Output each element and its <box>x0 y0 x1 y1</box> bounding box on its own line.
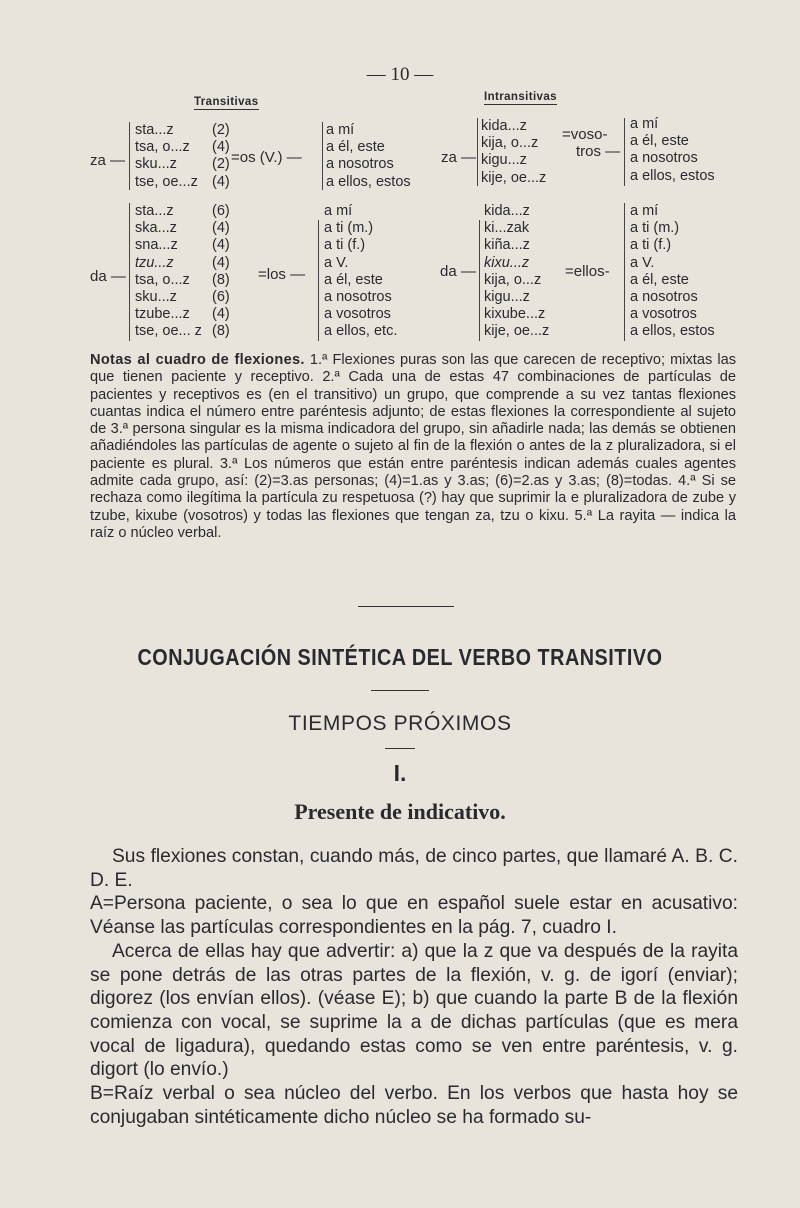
table-cell: (6) <box>212 289 230 306</box>
section-numeral: I. <box>393 760 407 786</box>
t-upper-counts <box>212 122 230 191</box>
table-cell: a vosotros <box>630 306 697 323</box>
i-lower-particles <box>484 203 549 341</box>
table-row: kida...z <box>484 203 530 219</box>
i-upper-agent-line1: =voso- <box>562 126 608 143</box>
table-cell: (4) <box>212 306 230 323</box>
table-row: kija, o...z <box>484 271 542 288</box>
table-cell: (2) <box>212 122 230 138</box>
table-cell: a nosotros <box>630 289 698 306</box>
table-cell: (2) <box>212 156 230 173</box>
table-cell: a mí <box>326 122 355 138</box>
table-cell: (8) <box>212 271 230 288</box>
intransitive-heading: Intransitivas <box>484 91 557 103</box>
divider <box>371 690 429 691</box>
paragraph: B=Raíz verbal o sea núcleo del verbo. En los verbos que hasta hoy se conjugaban sintéticamente dicho núcleo se ha formado su- <box>90 1083 738 1128</box>
table-row: tse, oe...z <box>135 173 198 190</box>
table-cell: a mí <box>630 203 659 219</box>
body-text <box>90 845 738 1129</box>
t-lower-prefix: da — <box>90 268 126 285</box>
table-row: kixube...z <box>484 306 546 323</box>
table-cell: (4) <box>212 220 230 237</box>
table-cell: (4) <box>212 139 230 156</box>
paragraph: Acerca de ellas hay que advertir: a) que la z que va después de la rayita se pone detrás de las otras partes de la flexión, v. g. de igorí (enviar); digorez (los envían ellos). (véase E); b) que cuando la parte B de la flexión comienza con vocal, se suprime la a de dichas partículas (que es mera vocal de ligadura), quedando estas como se ven entre paréntesis, v. g. digort (lo envío.) <box>90 940 738 1081</box>
table-cell: a él, este <box>630 133 689 150</box>
table-cell: a mí <box>324 203 353 219</box>
table-row: kije, oe...z <box>481 169 547 186</box>
divider <box>385 748 415 749</box>
table-cell: a ti (f.) <box>630 237 672 254</box>
t-upper-targets <box>326 122 411 191</box>
i-lower-target-brace <box>624 203 629 341</box>
table-cell: (4) <box>212 173 230 190</box>
i-upper-particles <box>481 118 546 187</box>
table-row: ska...z <box>135 220 177 237</box>
table-row: tzu...z <box>135 254 174 271</box>
page-number: — 10 — <box>366 64 434 85</box>
table-row: kigu...z <box>484 289 530 306</box>
transitive-heading: Transitivas <box>194 96 259 108</box>
table-cell: (4) <box>212 237 230 254</box>
table-row: kija, o...z <box>481 135 539 152</box>
table-row: tzube...z <box>135 306 190 323</box>
table-cell: (8) <box>212 323 230 340</box>
table-cell: a V. <box>630 254 655 271</box>
i-upper-prefix: za — <box>441 149 477 166</box>
table-row: sna...z <box>135 237 178 254</box>
table-row: kiña...z <box>484 237 530 254</box>
paragraph: A=Persona paciente, o sea lo que en español suele estar en acusativo: Véanse las partículas correspondientes en la pág. 7, cuadro I. <box>90 893 738 939</box>
table-cell: a ti (m.) <box>324 220 374 237</box>
table-row: tsa, o...z <box>135 271 190 288</box>
table-row: sku...z <box>135 289 177 306</box>
table-row: tse, oe... z <box>135 323 202 340</box>
table-cell: a ti (m.) <box>630 220 680 237</box>
table-cell: a V. <box>324 254 349 271</box>
table-cell: a mí <box>630 116 659 132</box>
table-notes <box>90 352 736 542</box>
i-upper-target-brace <box>624 118 629 186</box>
t-lower-target-brace <box>318 220 323 341</box>
subtitle: TIEMPOS PRÓXIMOS <box>288 712 512 735</box>
table-cell: a él, este <box>326 139 385 156</box>
table-row: sta...z <box>135 122 174 138</box>
table-cell: a ellos, etc. <box>324 323 398 340</box>
table-row: sta...z <box>135 203 174 219</box>
table-cell: (6) <box>212 203 230 219</box>
table-cell: a ellos, estos <box>630 323 715 340</box>
t-lower-particles <box>135 203 202 341</box>
table-row: sku...z <box>135 156 177 173</box>
table-row: tsa, o...z <box>135 139 190 156</box>
table-cell: a nosotros <box>324 289 392 306</box>
table-cell: a ellos, estos <box>630 167 715 184</box>
i-lower-targets <box>630 203 715 341</box>
table-row: ki...zak <box>484 220 530 237</box>
table-cell: a nosotros <box>326 156 394 173</box>
table-row: kida...z <box>481 118 527 134</box>
table-cell: (4) <box>212 254 230 271</box>
table-cell: a vosotros <box>324 306 391 323</box>
t-lower-counts <box>212 203 230 341</box>
t-upper-agent: =os (V.) — <box>231 149 302 166</box>
i-lower-prefix: da — <box>440 263 476 280</box>
paragraph: Sus flexiones constan, cuando más, de cinco partes, que llamaré A. B. C. D. E. <box>90 846 738 891</box>
t-upper-particles <box>135 122 198 191</box>
section-title: Presente de indicativo. <box>294 799 506 824</box>
chapter-title: CONJUGACIÓN SINTÉTICA DEL VERBO TRANSITIVO <box>137 644 663 670</box>
notes-text: 1.ª Flexiones puras son las que carecen de receptivo; mixtas las que tienen paciente y receptivo. 2.ª Cada una de estas 47 combinaciones de partículas de pacientes y receptivos es (en el transitivo) un grupo, que comprende a su vez tantas flexiones cuantas indica el número entre paréntesis adjunto; de estas flexiones la correspondiente al sujeto de 3.ª persona singular es la misma indicadora del grupo, sin añadirle nada; las demás se obtienen añadiéndoles las partículas de agente o sujeto al fin de la flexión o antes de la z pluralizadora, si el paciente es plural. 3.ª Los números que están entre paréntesis indican además cuales agentes admite cada grupo, así: (2)=3.as personas; (4)=1.as y 3.as; (6)=2.as y 3.as; (8)=todas. 4.ª Si se rechaza como ilegítima la partícula zu respetuosa (?) hay que suprimir la e pluralizadora de zube y tzube, kixube (vosotros) y todas las flexiones que tengan za, tzu o kixu. 5.ª La rayita — indica la raíz o núcleo verbal. <box>90 352 737 541</box>
table-cell: a ti (f.) <box>324 237 366 254</box>
t-lower-targets <box>324 203 397 341</box>
divider <box>358 606 454 607</box>
i-upper-agent-line2: tros — <box>576 143 621 160</box>
t-lower-agent: =los — <box>258 266 306 283</box>
table-row: kixu...z <box>484 254 530 271</box>
table-cell: a ellos, estos <box>326 173 411 190</box>
table-cell: a nosotros <box>630 150 698 167</box>
t-upper-prefix: za — <box>90 152 126 169</box>
table-row: kije, oe...z <box>484 323 550 340</box>
table-row: kigu...z <box>481 152 527 169</box>
i-lower-agent: =ellos- <box>565 263 610 280</box>
notes-lead: Notas al cuadro de flexiones. <box>90 352 305 368</box>
table-cell: a él, este <box>630 271 689 288</box>
i-upper-targets <box>630 116 715 185</box>
table-cell: a él, este <box>324 271 383 288</box>
